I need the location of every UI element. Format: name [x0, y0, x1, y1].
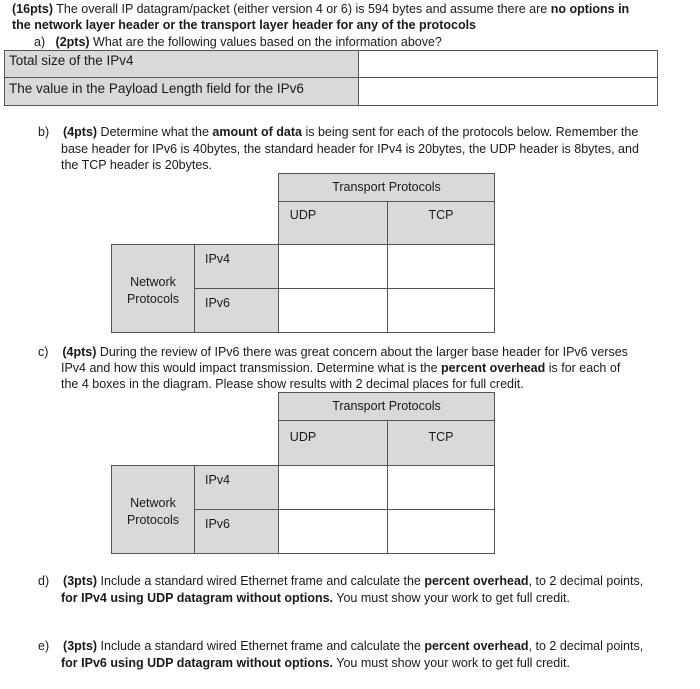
answer-cell[interactable]: [387, 509, 495, 554]
ipv4-label-cell: IPv4: [194, 244, 279, 289]
tcp-header-cell: TCP: [387, 420, 495, 466]
intro-line-1: (16pts) The overall IP datagram/packet (either version 4 or 6) is 594 bytes and assume there are no options in: [12, 2, 630, 16]
network-protocols-cell: Network Protocols: [111, 465, 195, 554]
network-protocols-cell: Network Protocols: [111, 244, 195, 333]
transport-header-cell: Transport Protocols: [278, 173, 495, 202]
answer-cell[interactable]: [387, 288, 495, 333]
answer-cell[interactable]: [358, 77, 658, 106]
udp-header-cell: UDP: [278, 420, 388, 466]
table-row-label: Total size of the IPv4: [4, 50, 359, 78]
transport-header-cell: Transport Protocols: [278, 392, 495, 421]
intro-line-2: the network layer header or the transport layer header for any of the protocols: [12, 18, 477, 32]
part-e-line-1: e) (3pts) Include a standard wired Ethernet frame and calculate the percent overhead, to 2 decimal points,: [38, 639, 644, 653]
part-d-line-2: for IPv4 using UDP datagram without options. You must show your work to get full credit.: [61, 591, 570, 605]
tcp-header-cell: TCP: [387, 201, 495, 245]
udp-header-cell: UDP: [278, 201, 388, 245]
part-d-line-1: d) (3pts) Include a standard wired Ethernet frame and calculate the percent overhead, to 2 decimal points,: [38, 574, 644, 588]
ipv6-label-cell: IPv6: [194, 509, 279, 554]
answer-cell[interactable]: [278, 509, 388, 554]
part-b-line-1: b) (4pts) Determine what the amount of data is being sent for each of the protocols below. Remember the: [38, 125, 639, 139]
part-b-line-2: base header for IPv6 is 40bytes, the standard header for IPv4 is 20bytes, the UDP header is 8bytes, and: [61, 142, 639, 156]
part-a-question: a) (2pts) What are the following values based on the information above?: [34, 35, 442, 49]
answer-cell[interactable]: [278, 244, 388, 289]
part-c-line-2: IPv4 and how this would impact transmission. Determine what is the percent overhead is for each of: [61, 361, 621, 375]
ipv6-label-cell: IPv6: [194, 288, 279, 333]
answer-cell[interactable]: [387, 465, 495, 510]
answer-cell[interactable]: [278, 288, 388, 333]
part-e-line-2: for IPv6 using UDP datagram without options. You must show your work to get full credit.: [61, 656, 570, 670]
part-c-line-3: the 4 boxes in the diagram. Please show results with 2 decimal places for full credit.: [61, 377, 524, 391]
part-b-line-3: the TCP header is 20bytes.: [61, 158, 213, 172]
table-row-label: The value in the Payload Length field for the IPv6: [4, 77, 359, 106]
ipv4-label-cell: IPv4: [194, 465, 279, 510]
answer-cell[interactable]: [358, 50, 658, 78]
answer-cell[interactable]: [278, 465, 388, 510]
part-c-line-1: c) (4pts) During the review of IPv6 there was great concern about the larger base header for IPv6 verses: [38, 345, 628, 359]
answer-cell[interactable]: [387, 244, 495, 289]
